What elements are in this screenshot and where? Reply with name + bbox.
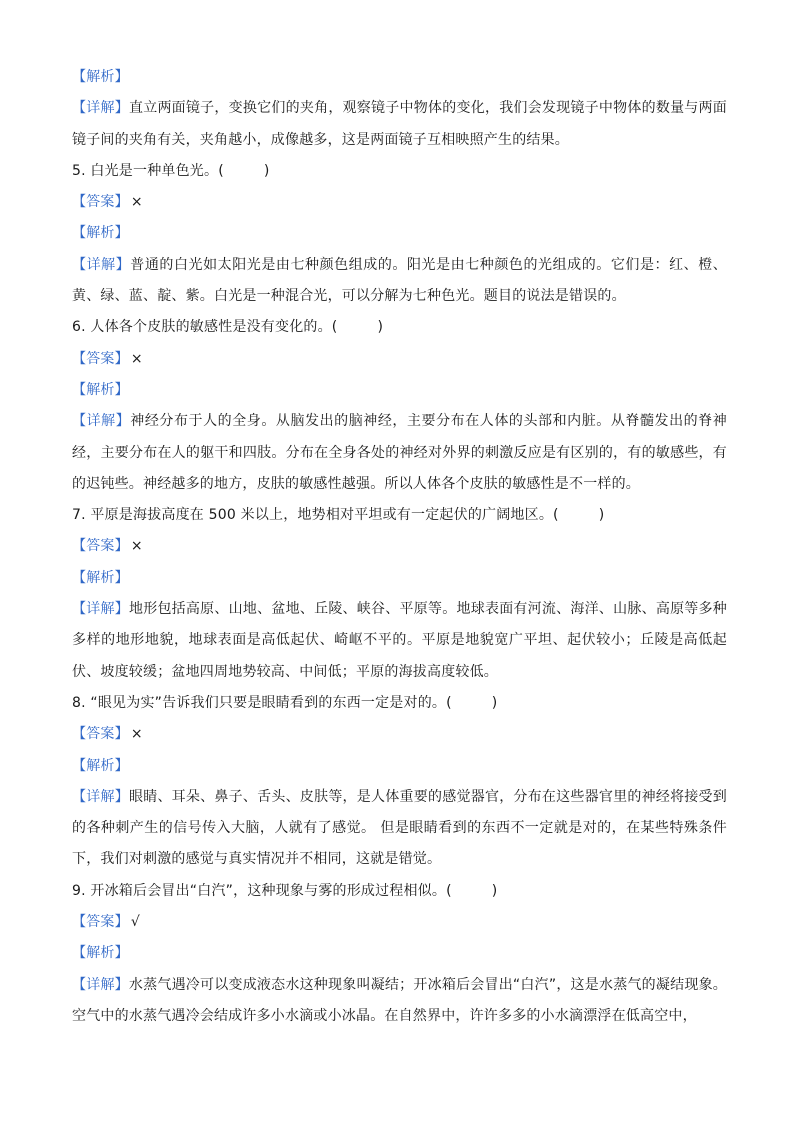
detail-text: 地形包括高原、山地、盆地、丘陵、峡谷、平原等。地球表面有河流、海洋、山脉、高原等多种多样的地形地貌，地球表面是高低起伏、崎岖不平的。平原是地貌宽广平坦、起伏较小；丘陵是高低起伏、坡度较缓；盆地四周地势较高、中间低；平原的海拔高度较低。 [72,601,727,680]
analysis-label-6: 【解析】 [72,381,129,398]
detail-text: 直立两面镜子，变换它们的夹角，观察镜子中物体的变化，我们会发现镜子中物体的数量与两面镜子间的夹角有关，夹角越小，成像越多，这是两面镜子互相映照产生的结果。 [72,100,727,148]
answer-6: 【答案】 × [72,350,143,367]
answer-9: 【答案】 √ [72,914,140,931]
answer-mark: × [130,194,143,211]
answer-mark: × [130,350,143,367]
answer-mark: × [130,538,143,555]
question-5: 5. 白光是一种单色光。( ) [72,162,270,179]
analysis-label-5: 【解析】 [72,225,129,242]
analysis-label-9: 【解析】 [72,945,129,962]
detail-label: 【详解】 [72,601,129,618]
detail-7 [72,594,727,688]
analysis-label-7: 【解析】 [72,569,129,586]
question-6: 6. 人体各个皮肤的敏感性是没有变化的。( ) [72,319,384,336]
question-7: 7. 平原是海拔高度在 500 米以上，地势相对平坦或有一定起伏的广阔地区。( ) [72,507,605,524]
answer-5: 【答案】 × [72,194,143,211]
detail-label: 【详解】 [72,976,129,993]
answer-7: 【答案】 × [72,538,143,555]
detail-5 [72,250,727,313]
detail-6 [72,406,727,500]
answer-mark: × [130,726,143,743]
answer-mark: √ [130,914,140,931]
answer-8: 【答案】 × [72,726,143,743]
analysis-label-8: 【解析】 [72,757,129,774]
detail-label: 【详解】 [72,788,129,805]
detail-8 [72,782,727,876]
document-page [72,62,727,1032]
analysis-label-4: 【解析】 [72,69,129,85]
detail-text: 水蒸气遇冷可以变成液态水这种现象叫凝结；开冰箱后会冒出“白汽”，这是水蒸气的凝结现象。空气中的水蒸气遇冷会结成许多小水滴或小冰晶。在自然界中，许许多多的小水滴漂浮在低高空中， [72,976,727,1024]
detail-text: 普通的白光如太阳光是由七种颜色组成的。阳光是由七种颜色的光组成的。它们是：红、橙、黄、绿、蓝、靛、紫。白光是一种混合光，可以分解为七种色光。题目的说法是错误的。 [72,256,727,305]
detail-text: 神经分布于人的全身。从脑发出的脑神经，主要分布在人体的头部和内脏。从脊髓发出的脊神经，主要分布在人的躯干和四肢。分布在全身各处的神经对外界的刺激反应是有区别的，有的敏感些，有的迟钝些。神经越多的地方，皮肤的敏感性越强。所以人体各个皮肤的敏感性是不一样的。 [72,413,727,492]
detail-label: 【详解】 [72,256,131,273]
detail-label: 【详解】 [72,413,131,430]
detail-4 [72,93,727,156]
detail-9 [72,970,727,1033]
detail-label: 【详解】 [72,100,129,117]
question-9: 9. 开冰箱后会冒出“白汽”，这种现象与雾的形成过程相似。( ) [72,882,498,899]
question-8: 8. “眼见为实”告诉我们只要是眼睛看到的东西一定是对的。( ) [72,694,498,711]
detail-text: 眼睛、耳朵、鼻子、舌头、皮肤等，是人体重要的感觉器官，分布在这些器官里的神经将接受到的各种刺产生的信号传入大脑，人就有了感觉。 但是眼睛看到的东西不一定就是对的，在某些特殊条件下，我们对刺激的感觉与真实情况并不相同，这就是错觉。 [72,788,727,868]
